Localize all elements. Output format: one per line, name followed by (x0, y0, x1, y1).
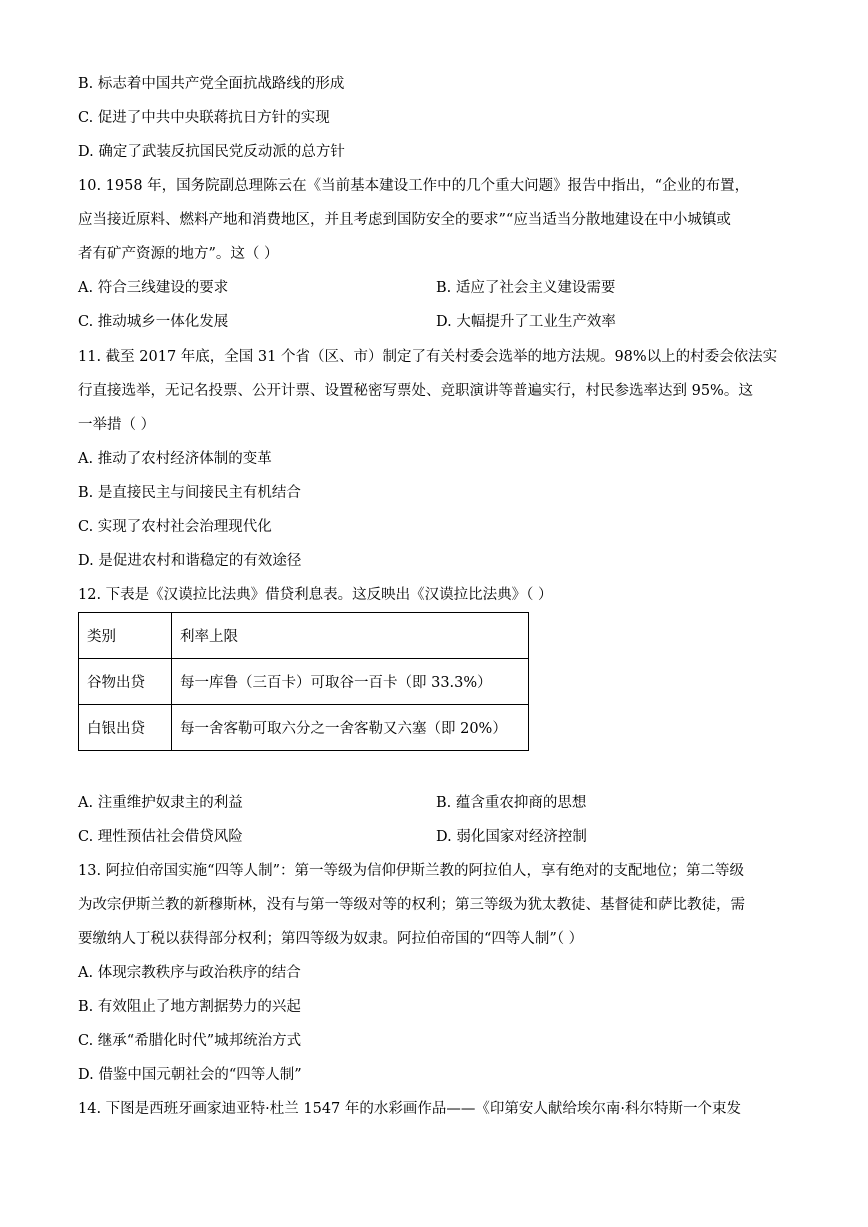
interest-table (78, 612, 529, 751)
q14-stem-line1: 14. 下图是西班牙画家迪亚特·杜兰 1547 年的水彩画作品——《印第安人献给埃尔南·科尔特斯一个束发 (78, 1101, 742, 1117)
table-header-cell: 利率上限 (172, 613, 529, 659)
q11-stem-line3: 一举措（ ） (78, 417, 156, 433)
q11-option-a: A. 推动了农村经济体制的变革 (78, 451, 272, 467)
q10-stem-line1: 10. 1958 年，国务院副总理陈云在《当前基本建设工作中的几个重大问题》报告中指出，“企业的布置， (78, 178, 750, 194)
q11-stem-line1: 11. 截至 2017 年底，全国 31 个省（区、市）制定了有关村委会选举的地方法规。98%以上的村委会依法实 (78, 349, 778, 365)
table-header-row (79, 613, 529, 659)
table-cell: 白银出贷 (79, 705, 172, 751)
q12-stem-line1: 12. 下表是《汉谟拉比法典》借贷利息表。这反映出《汉谟拉比法典》（ ） (78, 587, 553, 603)
q9-option-d: D. 确定了武装反抗国民党反动派的总方针 (78, 144, 345, 160)
table-cell: 谷物出贷 (79, 659, 172, 705)
q13-option-c: C. 继承“希腊化时代”城邦统治方式 (78, 1033, 302, 1049)
q11-option-c: C. 实现了农村社会治理现代化 (78, 519, 272, 535)
q10-option-d: D. 大幅提升了工业生产效率 (436, 314, 616, 330)
q10-stem-line3: 者有矿产资源的地方”。这（ ） (78, 246, 279, 262)
q11-option-b: B. 是直接民主与间接民主有机结合 (78, 485, 301, 501)
q12-option-a: A. 注重维护奴隶主的利益 (78, 795, 243, 811)
q10-option-c: C. 推动城乡一体化发展 (78, 314, 229, 330)
q12-option-d: D. 弱化国家对经济控制 (436, 829, 587, 845)
q13-stem-line2: 为改宗伊斯兰教的新穆斯林，没有与第一等级对等的权利；第三等级为犹太教徒、基督徒和萨比教徒，需 (78, 897, 745, 913)
q10-stem-line2: 应当接近原料、燃料产地和消费地区，并且考虑到国防安全的要求”“应当适当分散地建设在中小城镇或 (78, 212, 731, 228)
q10-option-b: B. 适应了社会主义建设需要 (436, 280, 616, 296)
table-cell: 每一舍客勒可取六分之一舍客勒又六塞（即 20%） (172, 705, 529, 751)
q13-option-d: D. 借鉴中国元朝社会的“四等人制” (78, 1067, 302, 1083)
q13-stem-line3: 要缴纳人丁税以获得部分权利；第四等级为奴隶。阿拉伯帝国的“四等人制”（ ） (78, 931, 584, 947)
table-row (79, 659, 529, 705)
q9-option-b: B. 标志着中国共产党全面抗战路线的形成 (78, 76, 345, 92)
q13-option-a: A. 体现宗教秩序与政治秩序的结合 (78, 965, 301, 981)
q9-option-c: C. 促进了中共中央联蒋抗日方针的实现 (78, 110, 330, 126)
q13-option-b: B. 有效阻止了地方割据势力的兴起 (78, 999, 301, 1015)
table-cell: 每一库鲁（三百卡）可取谷一百卡（即 33.3%） (172, 659, 529, 705)
table-header-cell: 类别 (79, 613, 172, 659)
q12-option-b: B. 蕴含重农抑商的思想 (436, 795, 587, 811)
q12-option-c: C. 理性预估社会借贷风险 (78, 829, 243, 845)
q11-stem-line2: 行直接选举，无记名投票、公开计票、设置秘密写票处、竞职演讲等普遍实行，村民参选率达到 95%。这 (78, 383, 753, 399)
table-row (79, 705, 529, 751)
q10-option-a: A. 符合三线建设的要求 (78, 280, 229, 296)
q13-stem-line1: 13. 阿拉伯帝国实施“四等人制”：第一等级为信仰伊斯兰教的阿拉伯人，享有绝对的支配地位；第二等级 (78, 863, 744, 879)
q11-option-d: D. 是促进农村和谐稳定的有效途径 (78, 553, 302, 569)
